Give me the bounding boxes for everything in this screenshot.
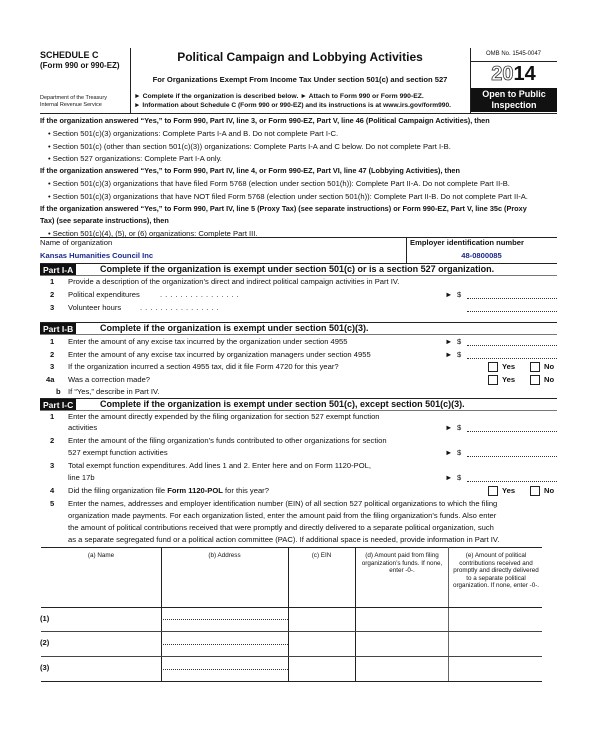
total-expenditures-input[interactable]	[467, 472, 557, 482]
part-ib-line-4a: 4a Was a correction made? Yes No	[46, 375, 555, 384]
bullet-item: • Section 501(c)(3) organizations that have filed Form 5768 (election under section 501(h)): Complete Part II-A. Do not complete Part II-B.	[48, 179, 510, 188]
part-ic-line-2: 2 Enter the amount of the filing organization’s funds contributed to other organizations for section	[50, 436, 387, 445]
col-header-ein: (c) EIN	[311, 552, 332, 559]
bullet-item: • Section 501(c)(4), (5), or (6) organizations: Complete Part III.	[48, 229, 258, 238]
contributed-funds-input[interactable]	[467, 447, 557, 457]
part-ib-line-3: 3 If the organization incurred a section 4955 tax, did it file Form 4720 for this year? Yes No	[50, 362, 555, 371]
org-name[interactable]: Kansas Humanities Council Inc	[40, 251, 154, 260]
form-1120-pol-yes-checkbox[interactable]	[488, 486, 498, 496]
intro-political: If the organization answered “Yes,” to Form 990, Part IV, line 3, or Form 990-EZ, Part V, line 46 (Political Campaign Activities), then	[40, 116, 490, 125]
ein-value[interactable]: 48-0800085	[461, 251, 502, 260]
manager-excise-tax-input[interactable]	[467, 349, 557, 359]
political-expenditures-input[interactable]	[467, 289, 557, 299]
org-name-label: Name of organization	[40, 238, 113, 247]
bullet-item: • Section 501(c)(3) organizations that have NOT filed Form 5768 (election under section 501(h)): Complete Part II-B. Do not complete Part II-A.	[48, 192, 528, 201]
part-ic-line-5-cont: organization made payments. For each organization listed, enter the amount paid from the filing organization’s funds. Also enter	[68, 511, 497, 520]
omb-number: OMB No. 1545-0047	[485, 51, 542, 57]
irs-label: Internal Revenue Service	[40, 102, 102, 108]
col-header-contributions: (e) Amount of political contributions received and promptly and directly delivered to a separate political organization. If none, enter -0-.	[452, 552, 540, 589]
form-subtitle: For Organizations Exempt From Income Tax Under section 501(c) and section 527	[152, 75, 448, 84]
part-ia-line-2: 2 Political expenditures ................ ► $	[40, 289, 557, 301]
form-title: Political Campaign and Lobbying Activities	[177, 50, 423, 64]
part-ia-header: Part I-A Complete if the organization is exempt under section 501(c) or is a section 527 organization.	[40, 263, 557, 276]
part-ib-line-2: 2 Enter the amount of any excise tax incurred by organization managers under section 4955 ► $	[40, 349, 557, 361]
bullet-item: • Section 527 organizations: Complete Part I-A only.	[48, 154, 222, 163]
tax-year: 2014	[491, 63, 536, 85]
table-row-3-label: (3)	[40, 663, 50, 672]
dept-label: Department of the Treasury	[40, 95, 107, 101]
part-ic-header: Part I-C Complete if the organization is exempt under section 501(c), except section 501(c)(3).	[40, 398, 557, 411]
instruction-2: ► Information about Schedule C (Form 990 or 990-EZ) and its instructions is at www.irs.gov/form990.	[134, 102, 451, 109]
part-ic-line-1: 1 Enter the amount directly expended by the filing organization for section 527 exempt function	[50, 412, 380, 421]
part-ia-line-1: 1 Provide a description of the organization’s direct and indirect political campaign activities in Part IV.	[50, 277, 400, 286]
part-ic-line-5-cont: the amount of political contributions received that were promptly and directly delivered to a separate political organization, such	[68, 523, 494, 532]
form-4720-no-checkbox[interactable]	[530, 362, 540, 372]
table-row-1-label: (1)	[40, 614, 50, 623]
correction-yes-checkbox[interactable]	[488, 375, 498, 385]
col-header-address: (b) Address	[208, 552, 241, 559]
org-excise-tax-input[interactable]	[467, 336, 557, 346]
volunteer-hours-input[interactable]	[467, 302, 557, 312]
open-to-public-badge: Open to Public Inspection	[471, 88, 557, 112]
part-ib-header: Part I-B Complete if the organization is exempt under section 501(c)(3).	[40, 322, 557, 335]
table-row-2-label: (2)	[40, 638, 50, 647]
part-ic-line-5: 5 Enter the names, addresses and employer identification number (EIN) of all section 527 political organizations to which the filing	[50, 499, 498, 508]
part-ic-line-5-cont: as a separate segregated fund or a political action committee (PAC). If additional space is needed, provide information in Part IV.	[68, 535, 500, 544]
col-header-amount-paid: (d) Amount paid from filing organization’s funds. If none, enter -0-.	[361, 552, 443, 574]
part-ib-line-1: 1 Enter the amount of any excise tax incurred by the organization under section 4955 ► $	[40, 336, 557, 348]
part-ic-line-2-cont: 527 exempt function activities ► $	[40, 447, 557, 459]
form-1120-pol-no-checkbox[interactable]	[530, 486, 540, 496]
part-ic-line-3-cont: line 17b ► $	[40, 472, 557, 484]
part-ia-line-3: 3 Volunteer hours ................	[40, 302, 557, 314]
schedule-label: SCHEDULE C	[40, 50, 99, 60]
bullet-item: • Section 501(c)(3) organizations: Complete Parts I-A and B. Do not complete Part I-C.	[48, 129, 339, 138]
correction-no-checkbox[interactable]	[530, 375, 540, 385]
direct-expenditure-input[interactable]	[467, 422, 557, 432]
part-ic-line-3: 3 Total exempt function expenditures. Add lines 1 and 2. Enter here and on Form 1120-POL,	[50, 461, 371, 470]
intro-proxy-cont: Tax) (see separate instructions), then	[40, 216, 169, 225]
form-label: (Form 990 or 990-EZ)	[40, 61, 120, 70]
part-ic-line-4: 4 Did the filing organization file Form 1120-POL for this year? Yes No	[50, 486, 555, 495]
intro-lobbying: If the organization answered “Yes,” to Form 990, Part IV, line 4, or Form 990-EZ, Part VI, line 47 (Lobbying Activities), then	[40, 166, 460, 175]
part-ib-line-4b: b If “Yes,” describe in Part IV.	[56, 387, 160, 396]
col-header-name: (a) Name	[87, 552, 115, 559]
intro-proxy: If the organization answered “Yes,” to Form 990, Part IV, line 5 (Proxy Tax) (see separate instructions) or Form 990-EZ, Part V, line 35c (Proxy	[40, 204, 527, 213]
form-4720-yes-checkbox[interactable]	[488, 362, 498, 372]
ein-label: Employer identification number	[410, 238, 524, 247]
instruction-1: ► Complete if the organization is described below. ► Attach to Form 990 or Form 990-EZ.	[134, 93, 424, 100]
part-ic-line-1-cont: activities ► $	[40, 422, 557, 434]
bullet-item: • Section 501(c) (other than section 501(c)(3)) organizations: Complete Parts I-A and C below. Do not complete Part I-B.	[48, 142, 451, 151]
